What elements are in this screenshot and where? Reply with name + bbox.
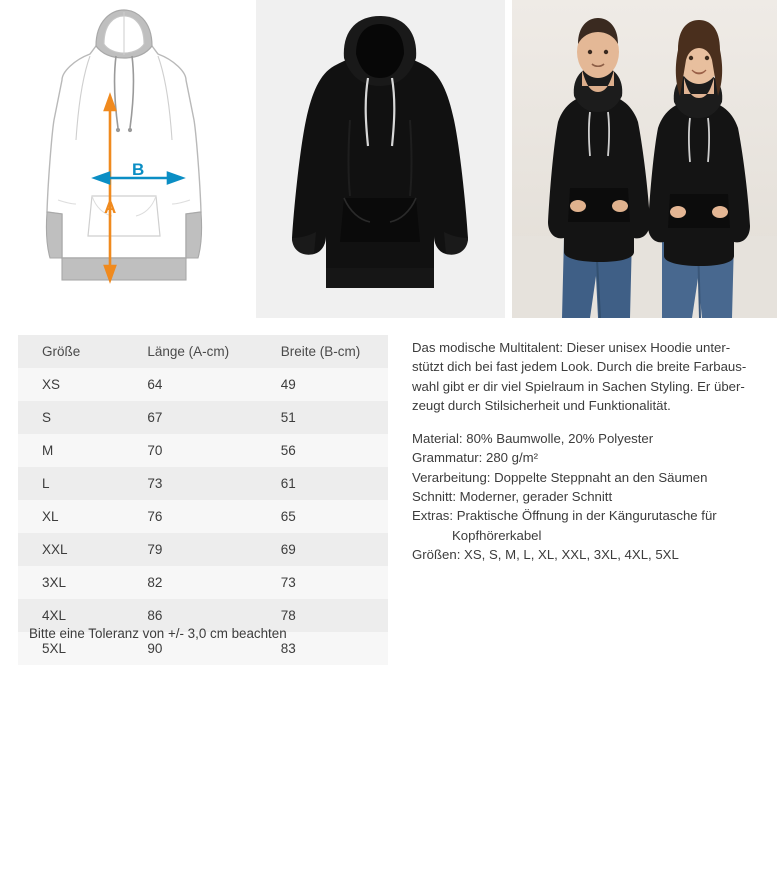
cell-width: 73 [280, 575, 296, 590]
cell-length: 73 [147, 476, 163, 491]
cell-size: M [42, 443, 54, 458]
models-wearing-hoodies-illustration [512, 0, 777, 318]
tolerance-note: Bitte eine Toleranz von +/- 3,0 cm beachten [29, 626, 287, 641]
spec-grammatur: Grammatur: 280 g/m² [412, 450, 539, 466]
intro-line-1: Das modische Multitalent: Dieser unisex Hoodie unter- [412, 340, 731, 355]
cell-length: 64 [147, 377, 163, 392]
cell-length: 76 [147, 509, 163, 524]
table-row [18, 533, 388, 566]
cell-length: 79 [147, 542, 163, 557]
label-a: A [104, 198, 117, 217]
product-description [412, 338, 764, 564]
spec-verarbeitung: Verarbeitung: Doppelte Steppnaht an den Säumen [412, 469, 708, 485]
cell-size: 4XL [42, 608, 67, 623]
cell-width: 61 [280, 476, 296, 491]
paragraph-spacer [412, 415, 764, 429]
table-row [18, 401, 388, 434]
cell-size: XS [42, 377, 61, 392]
cell-size: S [42, 410, 52, 425]
spec-material: Material: 80% Baumwolle, 20% Polyester [412, 431, 654, 447]
cell-width: 78 [280, 608, 296, 623]
table-row [18, 368, 388, 401]
table-row [18, 566, 388, 599]
cell-width: 83 [280, 641, 296, 656]
intro-line-4: zeugt durch Stilsicherheit und Funktionalität. [412, 397, 671, 413]
column-header-size: Größe [42, 344, 81, 359]
cell-length: 82 [147, 575, 163, 590]
spec-extras: Extras: Praktische Öffnung in der Kängurutasche für [412, 508, 717, 524]
hoodie-technical-drawing-svg [0, 0, 249, 318]
cell-size: XL [42, 509, 59, 524]
black-hoodie-illustration [256, 0, 505, 318]
column-header-length: Länge (A-cm) [147, 344, 230, 359]
table-header-row [18, 335, 388, 368]
cell-width: 65 [280, 509, 296, 524]
spec-schnitt: Schnitt: Moderner, gerader Schnitt [412, 489, 613, 505]
size-table [18, 335, 388, 665]
cell-size: 3XL [42, 575, 67, 590]
intro-line-3: wahl gibt er dir viel Spielraum in Sachen Styling. Er über- [412, 378, 745, 394]
intro-line-2: stützt dich bei fast jedem Look. Durch die breite Farbaus- [412, 359, 747, 375]
label-b: B [132, 160, 145, 179]
cell-length: 90 [147, 641, 163, 656]
technical-drawing-panel [0, 0, 249, 318]
cell-width: 49 [280, 377, 296, 392]
cell-width: 51 [280, 410, 296, 425]
table-row [18, 467, 388, 500]
cell-width: 69 [280, 542, 296, 557]
cell-length: 67 [147, 410, 163, 425]
spec-extras-continued: Kopfhörerkabel [452, 527, 542, 543]
spec-sizes: Größen: XS, S, M, L, XL, XXL, 3XL, 4XL, 5XL [412, 546, 679, 562]
cell-length: 86 [147, 608, 163, 623]
table-row [18, 500, 388, 533]
column-header-width: Breite (B-cm) [280, 344, 361, 359]
cell-size: L [42, 476, 50, 491]
table-row [18, 434, 388, 467]
models-photo-panel [512, 0, 777, 318]
product-photo-panel [256, 0, 505, 318]
cell-width: 56 [280, 443, 296, 458]
cell-length: 70 [147, 443, 163, 458]
cell-size: 5XL [42, 641, 67, 656]
cell-size: XXL [42, 542, 68, 557]
product-images-row [0, 0, 777, 318]
